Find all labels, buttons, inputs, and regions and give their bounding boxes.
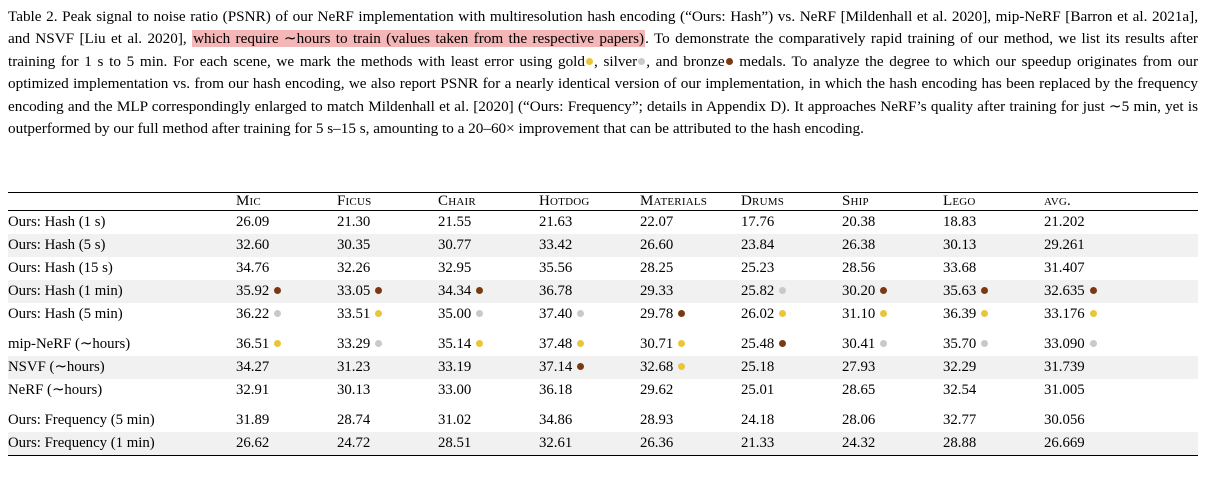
cell-number: 35.56	[539, 260, 573, 276]
bronze-medal-icon	[678, 310, 685, 317]
cell-value	[741, 432, 842, 456]
cell-number: 27.93	[842, 359, 876, 375]
table-header-row	[8, 193, 1198, 211]
cell-value	[539, 303, 640, 326]
cell-number: 33.090	[1044, 336, 1085, 352]
group-separator-cell	[8, 326, 1198, 333]
cell-number: 25.82	[741, 283, 775, 299]
gold-medal-icon	[678, 340, 685, 347]
cell-value	[236, 303, 337, 326]
bronze-medal-icon	[880, 287, 887, 294]
gold-medal-icon	[274, 340, 281, 347]
cell-value	[1044, 280, 1198, 303]
cell-value	[438, 211, 539, 235]
cell-value	[236, 211, 337, 235]
silver-medal-icon	[1090, 340, 1097, 347]
cell-number: 25.01	[741, 382, 775, 398]
bronze-medal-icon	[375, 287, 382, 294]
table-row	[8, 280, 1198, 303]
psnr-table	[8, 192, 1198, 456]
cell-number: 31.23	[337, 359, 371, 375]
table-caption	[8, 6, 1198, 140]
cell-number: 34.86	[539, 412, 573, 428]
cell-value	[539, 432, 640, 456]
cell-number: 29.62	[640, 382, 674, 398]
cell-number: 24.18	[741, 412, 775, 428]
cell-value	[741, 356, 842, 379]
cell-number: 32.91	[236, 382, 270, 398]
cell-value	[337, 234, 438, 257]
bronze-medal-icon	[981, 287, 988, 294]
cell-value	[337, 409, 438, 432]
table-row	[8, 379, 1198, 402]
cell-value	[337, 280, 438, 303]
cell-number: 37.48	[539, 336, 573, 352]
cell-number: 28.25	[640, 260, 674, 276]
cell-number: 18.83	[943, 214, 977, 230]
cell-value	[236, 234, 337, 257]
cell-number: 37.40	[539, 306, 573, 322]
cell-number: 29.33	[640, 283, 674, 299]
cell-number: 30.13	[943, 237, 977, 253]
cell-number: 28.88	[943, 435, 977, 451]
cell-number: 32.54	[943, 382, 977, 398]
silver-medal-icon	[779, 287, 786, 294]
cell-value	[236, 356, 337, 379]
row-label: Ours: Hash (15 s)	[8, 260, 113, 276]
cell-number: 21.55	[438, 214, 472, 230]
cell-number: 22.07	[640, 214, 674, 230]
cell-value	[741, 303, 842, 326]
cell-number: 29.78	[640, 306, 674, 322]
cell-value	[438, 280, 539, 303]
gold-medal-icon	[678, 363, 685, 370]
cell-number: 35.00	[438, 306, 472, 322]
table-row	[8, 409, 1198, 432]
cell-number: 30.41	[842, 336, 876, 352]
col-header-lego: Lego	[943, 193, 1044, 211]
cell-value	[438, 234, 539, 257]
cell-number: 36.39	[943, 306, 977, 322]
cell-number: 24.72	[337, 435, 371, 451]
cell-value	[539, 280, 640, 303]
psnr-table-wrapper	[8, 192, 1198, 456]
cell-value	[842, 333, 943, 356]
cell-value	[337, 356, 438, 379]
cell-number: 32.26	[337, 260, 371, 276]
cell-value	[640, 257, 741, 280]
cell-number: 26.38	[842, 237, 876, 253]
gold-medal-icon	[1090, 310, 1097, 317]
cell-value	[539, 257, 640, 280]
cell-number: 31.005	[1044, 382, 1085, 398]
cell-value	[640, 303, 741, 326]
cell-value	[943, 432, 1044, 456]
bronze-medal-icon	[1090, 287, 1097, 294]
group-separator	[8, 326, 1198, 333]
cell-value	[337, 303, 438, 326]
cell-value	[539, 333, 640, 356]
group-separator-cell	[8, 402, 1198, 409]
row-label: Ours: Hash (1 min)	[8, 280, 236, 303]
cell-value	[943, 356, 1044, 379]
cell-value	[640, 280, 741, 303]
cell-value	[943, 211, 1044, 235]
cell-number: 20.38	[842, 214, 876, 230]
cell-number: 23.84	[741, 237, 775, 253]
silver-medal-icon	[981, 340, 988, 347]
cell-value	[640, 234, 741, 257]
cell-value	[539, 234, 640, 257]
cell-value	[1044, 333, 1198, 356]
cell-number: 34.27	[236, 359, 270, 375]
col-header-ship: Ship	[842, 193, 943, 211]
cell-value	[842, 356, 943, 379]
bronze-medal-icon	[779, 340, 786, 347]
cell-number: 21.202	[1044, 214, 1085, 230]
cell-number: 32.61	[539, 435, 573, 451]
cell-value	[438, 333, 539, 356]
cell-value	[842, 257, 943, 280]
cell-number: 26.669	[1044, 435, 1085, 451]
table-row	[8, 432, 1198, 456]
cell-number: 28.74	[337, 412, 371, 428]
cell-value	[337, 432, 438, 456]
cell-value	[438, 303, 539, 326]
cell-number: 28.51	[438, 435, 472, 451]
row-label: Ours: Hash (1 s)	[8, 211, 236, 235]
cell-value	[236, 379, 337, 402]
cell-number: 36.18	[539, 382, 573, 398]
cell-number: 28.93	[640, 412, 674, 428]
cell-value	[943, 257, 1044, 280]
cell-value	[842, 234, 943, 257]
cell-number: 31.89	[236, 412, 270, 428]
cell-number: 28.65	[842, 382, 876, 398]
table-row	[8, 356, 1198, 379]
cell-value	[539, 409, 640, 432]
gold-medal-icon	[981, 310, 988, 317]
gold-medal-icon	[375, 310, 382, 317]
cell-value	[943, 303, 1044, 326]
col-header-chair: Chair	[438, 193, 539, 211]
cell-number: 34.76	[236, 260, 270, 276]
cell-value	[943, 280, 1044, 303]
cell-number: 26.60	[640, 237, 674, 253]
table-row	[8, 211, 1198, 235]
caption-part-2: . To demonstrate the comparatively rapid training of our method, we list its results after training for 1 s to 5 min. For each scene, we mark the methods with least error using gold	[8, 30, 1198, 70]
cell-value	[438, 379, 539, 402]
row-label: mip-NeRF (∼hours)	[8, 336, 131, 352]
cell-number: 36.51	[236, 336, 270, 352]
cell-value	[943, 234, 1044, 257]
cell-value	[842, 303, 943, 326]
cell-number: 35.92	[236, 283, 270, 299]
cell-number: 33.05	[337, 283, 371, 299]
cell-value	[943, 409, 1044, 432]
cell-value	[438, 356, 539, 379]
cell-value	[640, 333, 741, 356]
table-row	[8, 257, 1198, 280]
cell-value	[842, 211, 943, 235]
row-label: Ours: Hash (5 min)	[8, 306, 123, 322]
gold-medal-icon	[880, 310, 887, 317]
silver-medal-icon	[880, 340, 887, 347]
cell-number: 31.407	[1044, 260, 1085, 276]
silver-medal-icon	[476, 310, 483, 317]
bronze-medal-icon	[577, 363, 584, 370]
cell-number: 33.00	[438, 382, 472, 398]
col-header-hotdog: Hotdog	[539, 193, 640, 211]
cell-number: 25.18	[741, 359, 775, 375]
cell-value	[539, 379, 640, 402]
cell-value	[438, 432, 539, 456]
table-row	[8, 333, 1198, 356]
cell-number: 33.29	[337, 336, 371, 352]
cell-value	[438, 409, 539, 432]
silver-medal-icon	[274, 310, 281, 317]
cell-value	[1044, 356, 1198, 379]
cell-number: 36.78	[539, 283, 573, 299]
cell-value	[1044, 379, 1198, 402]
cell-value	[640, 211, 741, 235]
row-label: NSVF (∼hours)	[8, 356, 236, 379]
cell-number: 36.22	[236, 306, 270, 322]
cell-number: 17.76	[741, 214, 775, 230]
col-header-mic: Mic	[236, 193, 337, 211]
cell-number: 34.34	[438, 283, 472, 299]
cell-number: 33.19	[438, 359, 472, 375]
row-label: Ours: Frequency (5 min)	[8, 412, 155, 428]
cell-value	[842, 409, 943, 432]
cell-number: 25.23	[741, 260, 775, 276]
cell-number: 29.261	[1044, 237, 1085, 253]
cell-value	[337, 333, 438, 356]
cell-value	[1044, 409, 1198, 432]
silver-medal-icon	[577, 310, 584, 317]
group-separator	[8, 402, 1198, 409]
cell-number: 32.68	[640, 359, 674, 375]
cell-value	[943, 333, 1044, 356]
cell-number: 21.33	[741, 435, 775, 451]
cell-value	[842, 379, 943, 402]
cell-number: 26.09	[236, 214, 270, 230]
cell-value	[1044, 234, 1198, 257]
cell-value	[741, 379, 842, 402]
cell-number: 30.35	[337, 237, 371, 253]
cell-value	[741, 409, 842, 432]
cell-number: 35.14	[438, 336, 472, 352]
cell-value	[236, 333, 337, 356]
cell-value	[236, 432, 337, 456]
cell-number: 31.02	[438, 412, 472, 428]
caption-highlight: which require ∼hours to train (values taken from the respective papers)	[193, 30, 645, 48]
caption-part-3: , silver	[594, 52, 638, 70]
gold-medal-icon	[577, 340, 584, 347]
cell-value	[741, 211, 842, 235]
col-header-drums: Drums	[741, 193, 842, 211]
cell-value	[640, 356, 741, 379]
cell-number: 33.42	[539, 237, 573, 253]
bronze-medal-icon	[726, 58, 733, 65]
cell-value	[438, 257, 539, 280]
table-body	[8, 211, 1198, 456]
cell-value	[337, 211, 438, 235]
cell-number: 30.20	[842, 283, 876, 299]
table-head	[8, 193, 1198, 211]
gold-medal-icon	[586, 58, 593, 65]
cell-number: 32.95	[438, 260, 472, 276]
cell-value	[1044, 211, 1198, 235]
cell-value	[539, 211, 640, 235]
cell-value	[337, 379, 438, 402]
cell-number: 30.056	[1044, 412, 1085, 428]
cell-value	[640, 409, 741, 432]
bronze-medal-icon	[274, 287, 281, 294]
cell-value	[640, 379, 741, 402]
cell-value	[842, 280, 943, 303]
caption-part-4: , and bronze	[646, 52, 725, 70]
cell-number: 33.51	[337, 306, 371, 322]
cell-value	[539, 356, 640, 379]
row-label: NeRF (∼hours)	[8, 382, 103, 398]
cell-value	[741, 234, 842, 257]
cell-number: 31.10	[842, 306, 876, 322]
cell-value	[640, 432, 741, 456]
cell-value	[842, 432, 943, 456]
silver-medal-icon	[375, 340, 382, 347]
col-header-ficus: Ficus	[337, 193, 438, 211]
cell-value	[741, 333, 842, 356]
cell-number: 32.29	[943, 359, 977, 375]
cell-value	[741, 280, 842, 303]
cell-number: 26.02	[741, 306, 775, 322]
cell-number: 37.14	[539, 359, 573, 375]
cell-value	[236, 257, 337, 280]
cell-number: 35.70	[943, 336, 977, 352]
cell-number: 21.63	[539, 214, 573, 230]
cell-number: 30.13	[337, 382, 371, 398]
cell-number: 31.739	[1044, 359, 1085, 375]
col-header-avg: avg.	[1044, 193, 1198, 211]
cell-number: 32.60	[236, 237, 270, 253]
cell-number: 21.30	[337, 214, 371, 230]
cell-number: 30.71	[640, 336, 674, 352]
cell-number: 32.77	[943, 412, 977, 428]
cell-value	[337, 257, 438, 280]
cell-number: 33.176	[1044, 306, 1085, 322]
cell-value	[1044, 432, 1198, 456]
cell-value	[1044, 303, 1198, 326]
caption-label: Table 2.	[8, 8, 58, 25]
cell-value	[943, 379, 1044, 402]
cell-number: 28.56	[842, 260, 876, 276]
table-row	[8, 303, 1198, 326]
cell-number: 26.62	[236, 435, 270, 451]
cell-number: 26.36	[640, 435, 674, 451]
cell-value	[1044, 257, 1198, 280]
table-row	[8, 234, 1198, 257]
cell-number: 33.68	[943, 260, 977, 276]
col-header-method	[8, 193, 236, 211]
silver-medal-icon	[638, 58, 645, 65]
cell-number: 28.06	[842, 412, 876, 428]
gold-medal-icon	[779, 310, 786, 317]
cell-value	[236, 280, 337, 303]
cell-number: 25.48	[741, 336, 775, 352]
row-label: Ours: Hash (5 s)	[8, 234, 236, 257]
row-label: Ours: Frequency (1 min)	[8, 432, 236, 456]
gold-medal-icon	[476, 340, 483, 347]
bronze-medal-icon	[476, 287, 483, 294]
cell-number: 35.63	[943, 283, 977, 299]
cell-number: 30.77	[438, 237, 472, 253]
caption-part-1: Peak signal to noise ratio (PSNR) of our NeRF implementation with multiresolution hash encoding (“Ours: Hash”) vs. NeRF [Mildenhall et al. 2020], mip-NeRF [Barron et al. 2021a], and NSVF [Liu et al. 2020],	[8, 8, 1198, 48]
cell-value	[236, 409, 337, 432]
cell-number: 32.635	[1044, 283, 1085, 299]
caption-part-5: medals. To analyze the degree to which our speedup originates from our optimized implementation vs. from our hash encoding, we also report PSNR for a nearly identical version of our implementation, in which the hash encoding has been replaced by the frequency encoding and the MLP correspondingly enlarged to match Mildenhall et al. [2020] (“Ours: Frequency”; details in Appendix D). It approaches NeRF’s quality after training for just ∼5 min, yet is outperformed by our full method after training for 5 s–15 s, amounting to a 20–60× improvement that can be attributed to the hash encoding.	[8, 52, 1199, 138]
col-header-materials: Materials	[640, 193, 741, 211]
cell-value	[741, 257, 842, 280]
cell-number: 24.32	[842, 435, 876, 451]
